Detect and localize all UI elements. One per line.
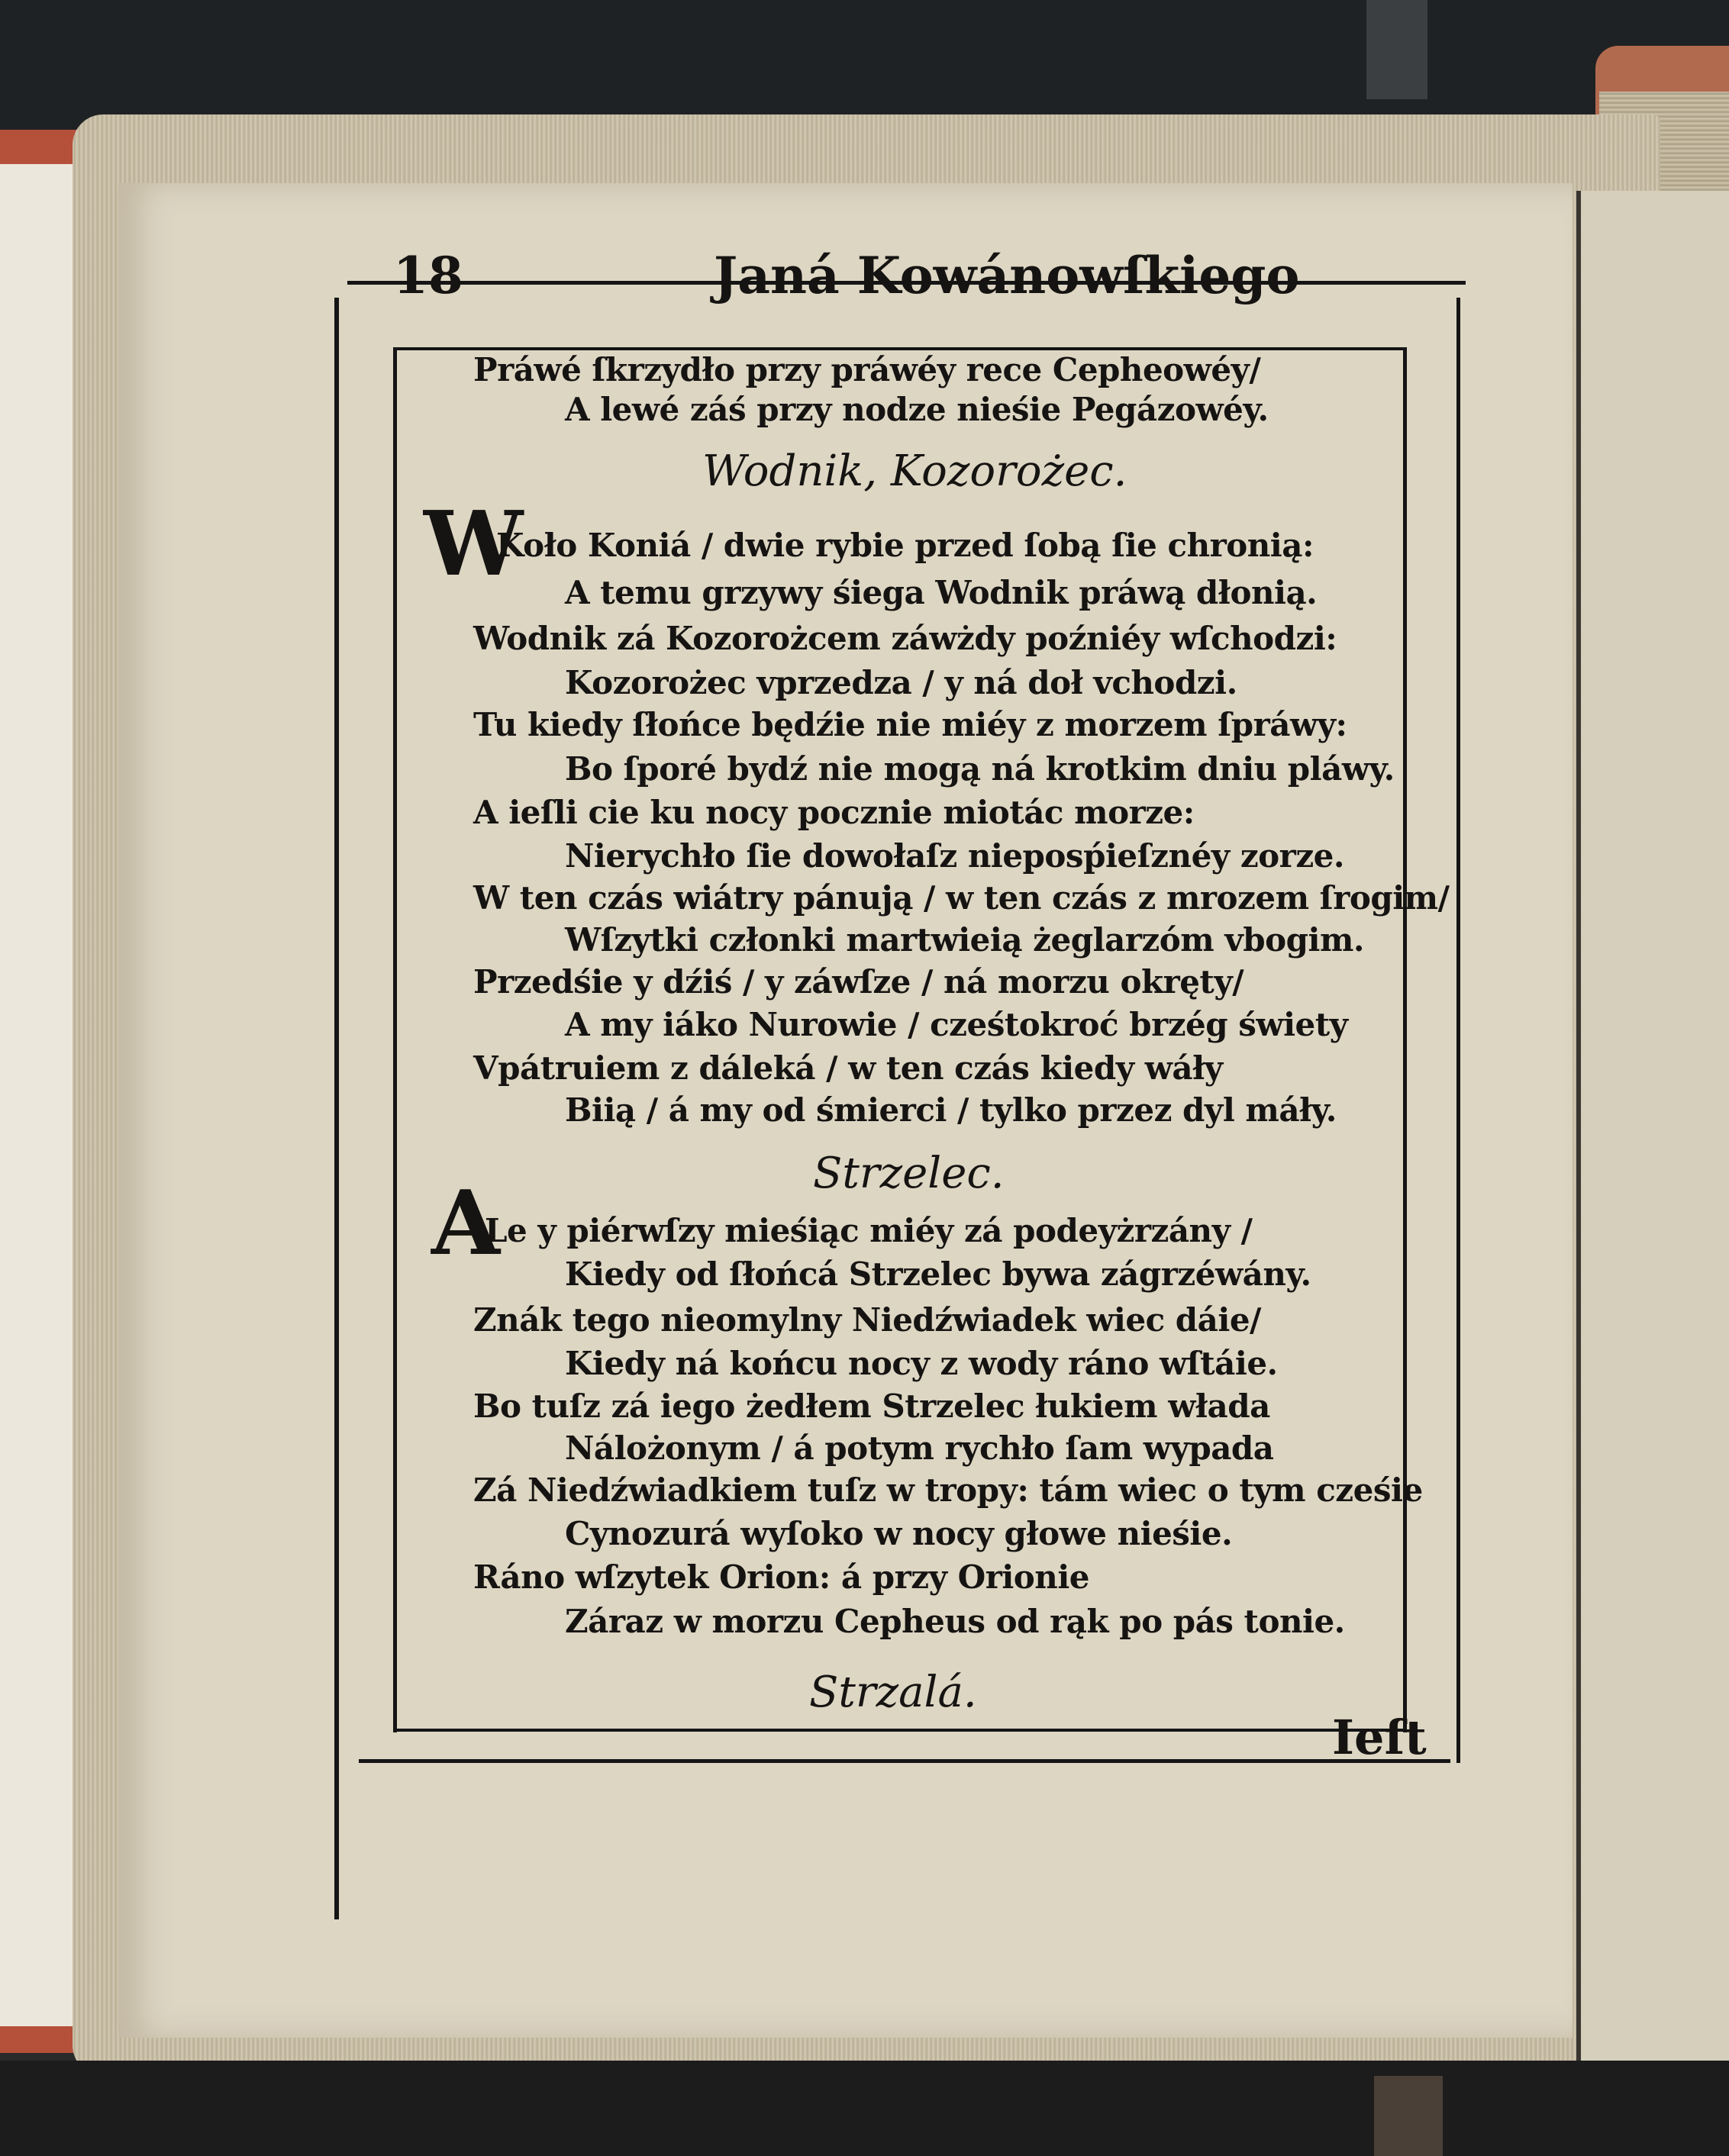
text-line: A my iáko Nurowie / cześtokroć brzég świety xyxy=(565,1006,1348,1043)
endpaper-left xyxy=(0,164,75,2026)
text-line: Le y piérwſzy mieśiąc miéy zá podeyżrzány / xyxy=(485,1212,1253,1249)
text-line: Kozorożec vprzedza / y ná doł vchodzi. xyxy=(565,664,1237,701)
text-line: Przedśie y dźiś / y záwſze / ná morzu okręty/ xyxy=(473,963,1244,1001)
text-line: W ten czás wiátry pánują / w ten czás z mrozem ſrogim/ xyxy=(473,879,1450,917)
text-line: Znák tego nieomylny Niedźwiadek wiec dáie/ xyxy=(473,1301,1261,1339)
catchword: Ieſt xyxy=(1332,1710,1427,1765)
frame-right-rule-outer xyxy=(1456,298,1460,1763)
text-line: A ieſli cie ku nocy pocznie miotác morze: xyxy=(473,794,1195,831)
text-line: A temu grzywy śiega Wodnik práwą dłonią. xyxy=(565,574,1318,611)
book-clamp-bottom xyxy=(1374,2076,1443,2156)
text-line: Bo tuſz zá iego żedłem Strzelec łukiem włada xyxy=(473,1387,1270,1425)
text-line: Kiedy ná końcu nocy z wody ráno wſtáie. xyxy=(565,1345,1278,1382)
frame-bottom-rule-inner xyxy=(393,1729,1405,1732)
scan-background-bottom xyxy=(0,2061,1729,2156)
text-line: Nierychło ſie dowołaſz nieposṕieſznéy zorze. xyxy=(565,837,1345,875)
frame-left-rule-outer xyxy=(334,298,339,1919)
drop-capital: W xyxy=(424,492,524,596)
text-line: Koło Koniá / dwie rybie przed ſobą ſie chronią: xyxy=(496,527,1314,564)
text-line: Záraz w morzu Cepheus od rąk po pás tonie. xyxy=(565,1603,1345,1640)
running-title: Janá Kowánowſkiego xyxy=(714,246,1300,305)
section-heading: Strzelec. xyxy=(813,1149,1005,1198)
text-line: Kiedy od ſłońcá Strzelec bywa zágrzéwány. xyxy=(565,1255,1311,1293)
text-line: Ráno wſzytek Orion: á przy Orionie xyxy=(473,1558,1090,1596)
text-line: Biią / á my od śmierci / tylko przez dyl máły. xyxy=(565,1091,1337,1129)
text-line: Wſzytki członki martwieią żeglarzóm vbogim. xyxy=(565,921,1365,959)
book-clamp xyxy=(1366,0,1427,99)
text-line: Cynozurá wyſoko w nocy głowe nieśie. xyxy=(565,1515,1233,1552)
drop-capital: A xyxy=(431,1171,501,1275)
facing-page xyxy=(1576,191,1729,2061)
section-heading: Wodnik, Kozorożec. xyxy=(702,446,1127,496)
text-line: Vpátruiem z dáleká / w ten czás kiedy wáły xyxy=(473,1049,1223,1087)
page-number: 18 xyxy=(393,246,463,305)
frame-left-rule-inner xyxy=(393,347,397,1732)
frame-right-rule-inner xyxy=(1403,347,1407,1732)
frame-bottom-rule xyxy=(359,1759,1450,1763)
frame-top-rule-inner xyxy=(393,347,1405,350)
text-line: Nálożonym / á potym rychło ſam wypada xyxy=(565,1429,1274,1467)
text-line: Bo ſporé bydź nie mogą ná krotkim dniu pláwy. xyxy=(565,750,1395,788)
text-line: Wodnik zá Kozorożcem záwżdy poźniéy wſchodzi: xyxy=(473,620,1337,657)
text-line: Zá Niedźwiadkiem tuſz w tropy: tám wiec o tym cześie xyxy=(473,1471,1423,1509)
text-line: Tu kiedy ſłońce będźie nie miéy z morzem ſpráwy: xyxy=(473,706,1347,743)
text-line: Práwé ſkrzydło przy práwéy rece Cepheowéy/ xyxy=(473,351,1261,388)
text-line: A lewé záś przy nodze nieśie Pegázowéy. xyxy=(565,391,1269,428)
section-heading: Strzalá. xyxy=(809,1668,977,1717)
